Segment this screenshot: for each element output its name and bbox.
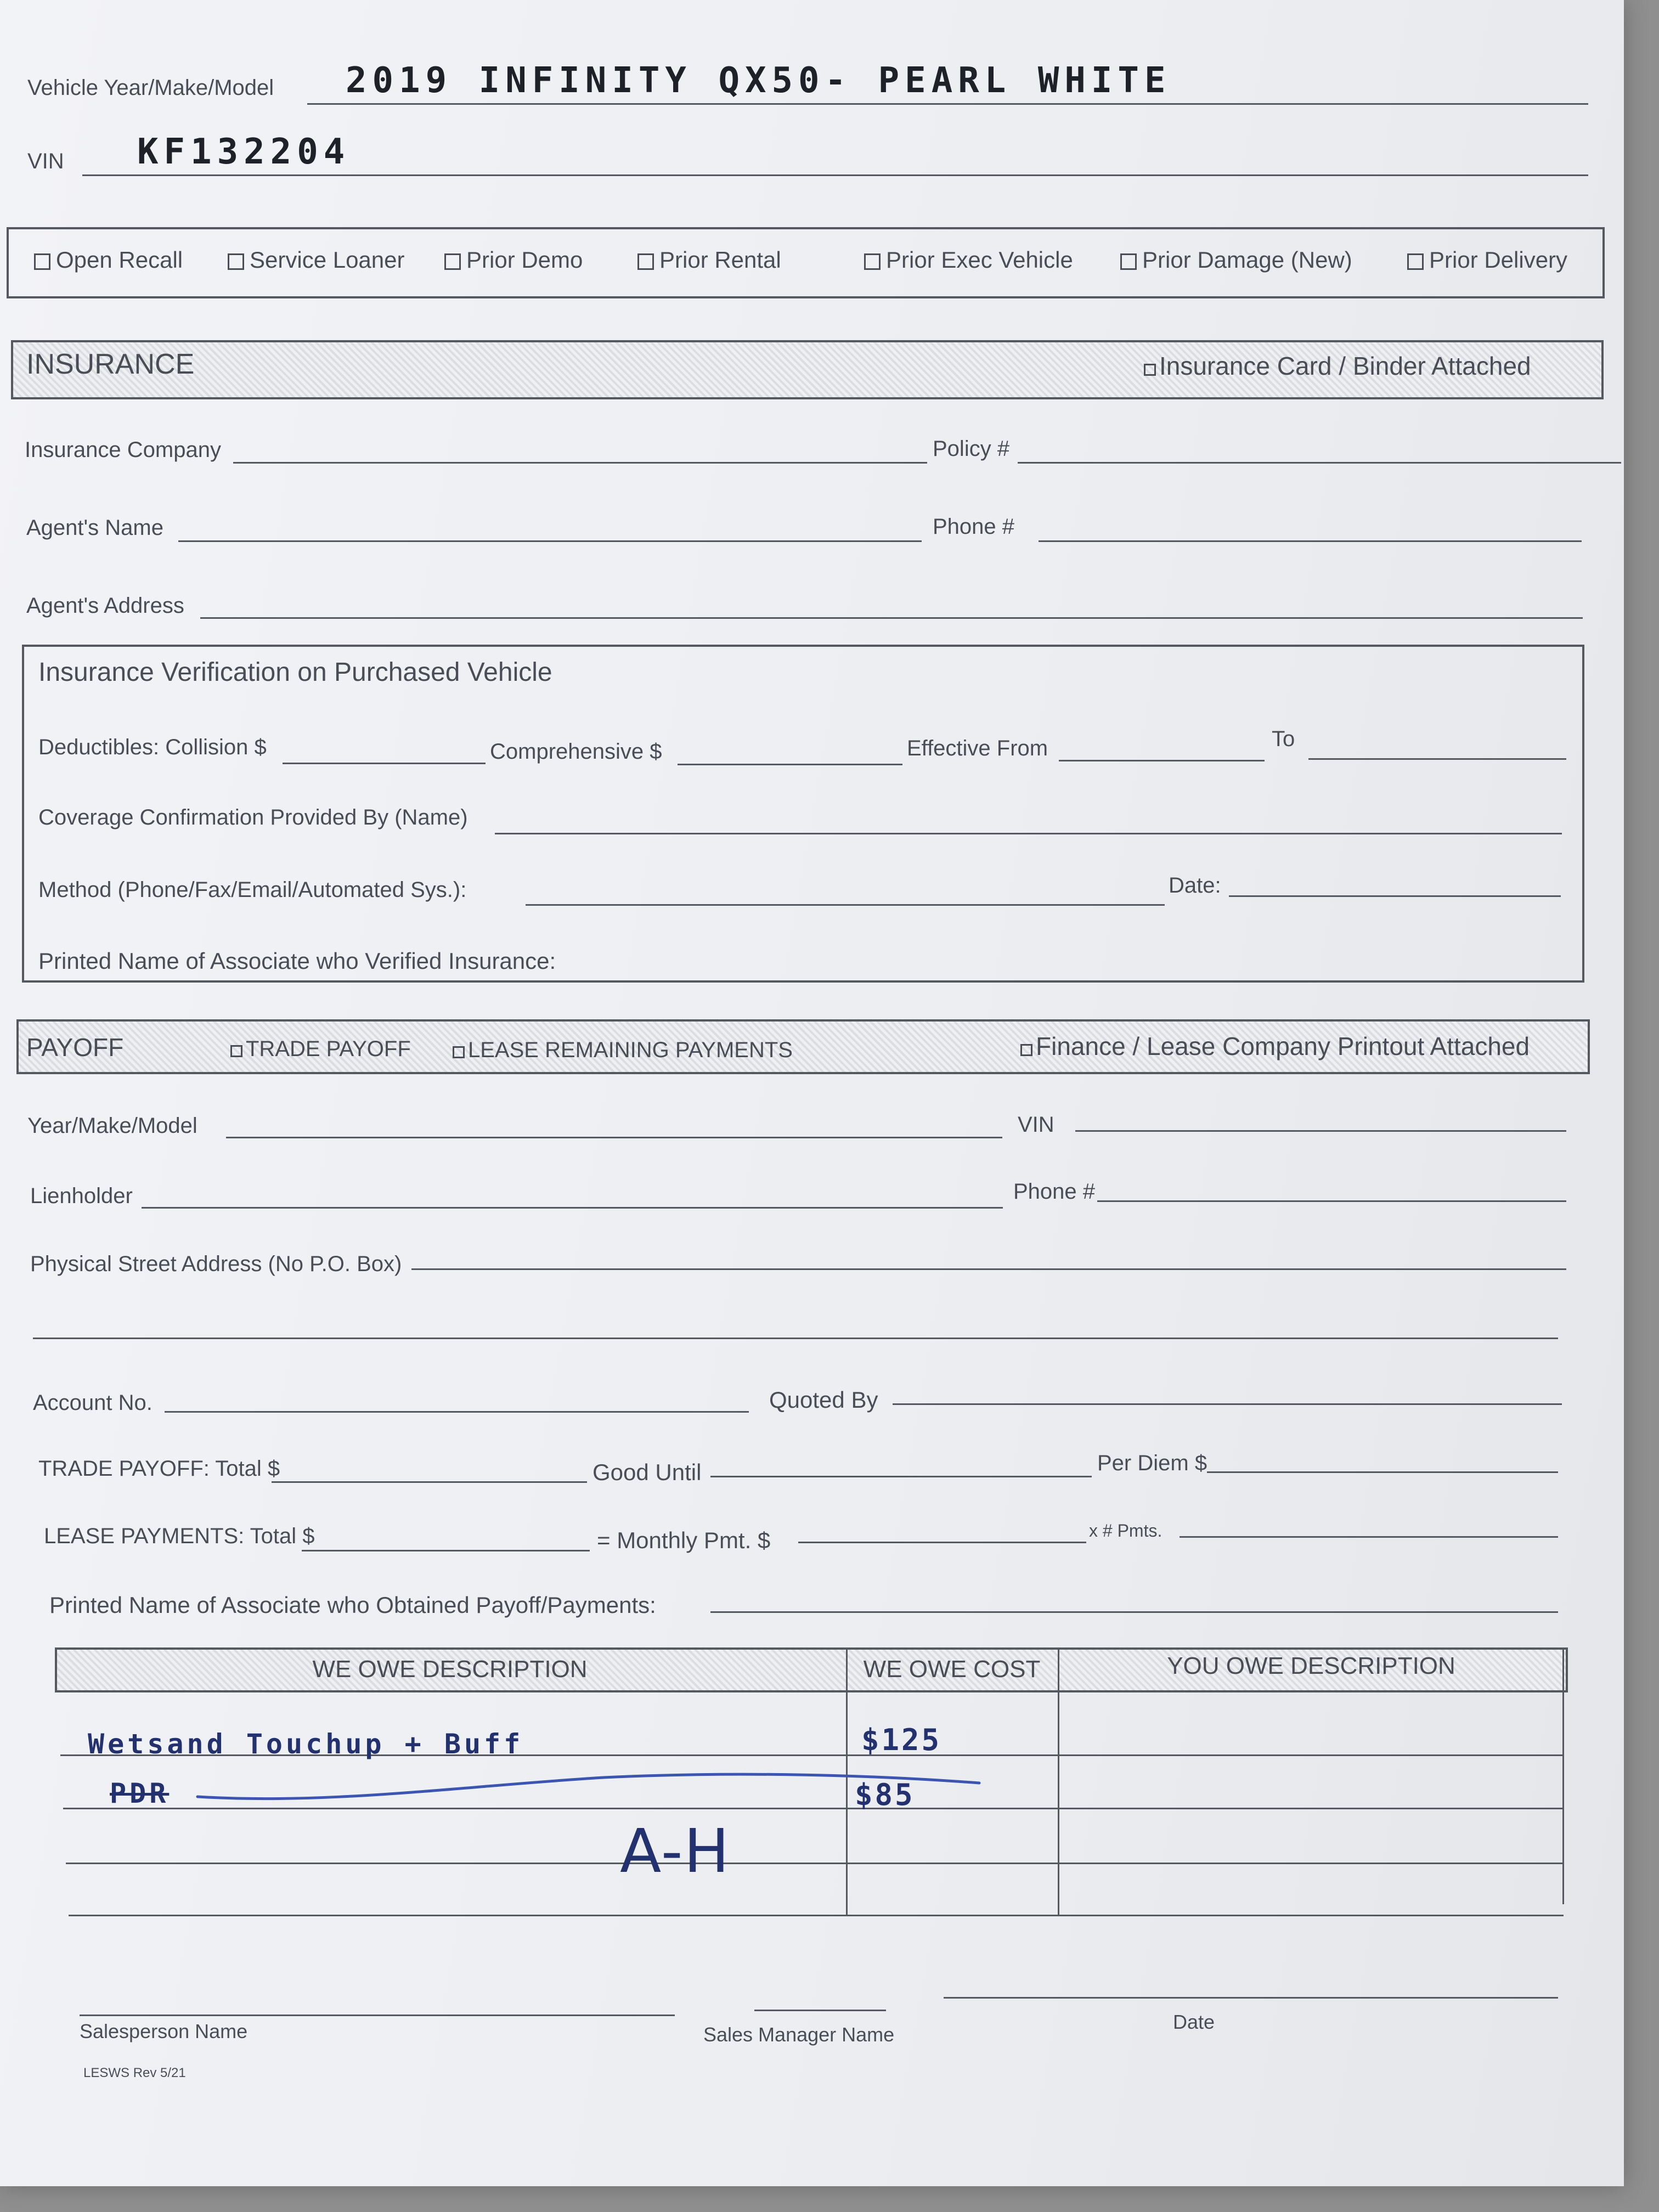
account-no-label: Account No. — [33, 1391, 153, 1415]
vin-label: VIN — [27, 149, 64, 173]
we-owe-description-header: WE OWE DESCRIPTION — [312, 1656, 588, 1683]
quoted-by-label: Quoted By — [769, 1387, 878, 1413]
insurance-company-label: Insurance Company — [25, 438, 221, 462]
monthly-pmt-label: = Monthly Pmt. $ — [597, 1527, 771, 1553]
effective-from-label: Effective From — [907, 736, 1048, 760]
date-label: Date — [1173, 2011, 1215, 2033]
owe-row-1-description[interactable]: Wetsand Touchup + Buff — [88, 1728, 524, 1760]
payoff-phone-label: Phone # — [1013, 1180, 1096, 1204]
verification-title: Insurance Verification on Purchased Vehicle — [38, 658, 552, 687]
owe-row-2-description[interactable]: PDR — [110, 1778, 170, 1809]
good-until-label: Good Until — [592, 1459, 702, 1485]
we-owe-cost-header: WE OWE COST — [863, 1656, 1041, 1683]
trade-payoff-option[interactable]: TRADE PAYOFF — [230, 1037, 411, 1062]
payoff-vin-label: VIN — [1018, 1113, 1054, 1137]
lease-total-label: LEASE PAYMENTS: Total $ — [44, 1524, 315, 1548]
owe-row-2-cost[interactable]: $85 — [855, 1778, 915, 1812]
verified-by-label: Printed Name of Associate who Verified Insurance: — [38, 948, 556, 974]
payoff-year-make-model-label: Year/Make/Model — [27, 1114, 198, 1138]
sales-manager-line[interactable] — [754, 2010, 886, 2011]
comprehensive-label: Comprehensive $ — [490, 740, 662, 764]
date-line[interactable] — [944, 1997, 1558, 1999]
num-pmts-label: x # Pmts. — [1089, 1521, 1163, 1541]
agent-name-label: Agent's Name — [26, 516, 163, 540]
vin-value[interactable]: KF132204 — [137, 132, 351, 172]
owe-row-1-cost[interactable]: $125 — [861, 1723, 942, 1757]
option-prior-demo[interactable]: Prior Demo — [444, 247, 583, 273]
verification-date-label: Date: — [1169, 873, 1221, 898]
lease-remaining-option[interactable]: LEASE REMAINING PAYMENTS — [453, 1038, 793, 1063]
printout-attached-option[interactable]: Finance / Lease Company Printout Attached — [1020, 1031, 1530, 1061]
insurance-phone-label: Phone # — [933, 515, 1015, 539]
initials-signature: A-H — [620, 1816, 731, 1886]
salesperson-label: Salesperson Name — [80, 2020, 248, 2042]
agent-address-label: Agent's Address — [26, 594, 184, 618]
payoff-title: PAYOFF — [26, 1033, 124, 1062]
to-label: To — [1272, 727, 1295, 751]
per-diem-label: Per Diem $ — [1097, 1451, 1207, 1475]
method-label: Method (Phone/Fax/Email/Automated Sys.): — [38, 878, 467, 902]
form-code: LESWS Rev 5/21 — [83, 2066, 186, 2080]
payoff-associate-label: Printed Name of Associate who Obtained Payoff/Payments: — [49, 1592, 656, 1618]
vehicle-value[interactable]: 2019 INFINITY QX50- PEARL WHITE — [346, 60, 1171, 101]
trade-total-label: TRADE PAYOFF: Total $ — [38, 1457, 280, 1481]
option-prior-exec-vehicle[interactable]: Prior Exec Vehicle — [864, 247, 1073, 273]
lienholder-label: Lienholder — [30, 1184, 133, 1208]
insurance-title: INSURANCE — [26, 348, 195, 380]
policy-label: Policy # — [933, 437, 1010, 461]
option-prior-delivery[interactable]: Prior Delivery — [1407, 247, 1567, 273]
option-prior-damage-new[interactable]: Prior Damage (New) — [1120, 247, 1352, 273]
sales-manager-label: Sales Manager Name — [703, 2023, 895, 2046]
you-owe-description-header: YOU OWE DESCRIPTION — [1167, 1652, 1455, 1679]
deductibles-label: Deductibles: Collision $ — [38, 735, 267, 759]
coverage-by-label: Coverage Confirmation Provided By (Name) — [38, 805, 468, 830]
option-open-recall[interactable]: Open Recall — [34, 247, 183, 273]
option-service-loaner[interactable]: Service Loaner — [228, 247, 405, 273]
vehicle-label: Vehicle Year/Make/Model — [27, 76, 274, 100]
insurance-card-attached-option[interactable]: Insurance Card / Binder Attached — [1144, 351, 1531, 381]
option-prior-rental[interactable]: Prior Rental — [637, 247, 781, 273]
street-address-label: Physical Street Address (No P.O. Box) — [30, 1252, 402, 1276]
salesperson-line[interactable] — [80, 2015, 675, 2016]
